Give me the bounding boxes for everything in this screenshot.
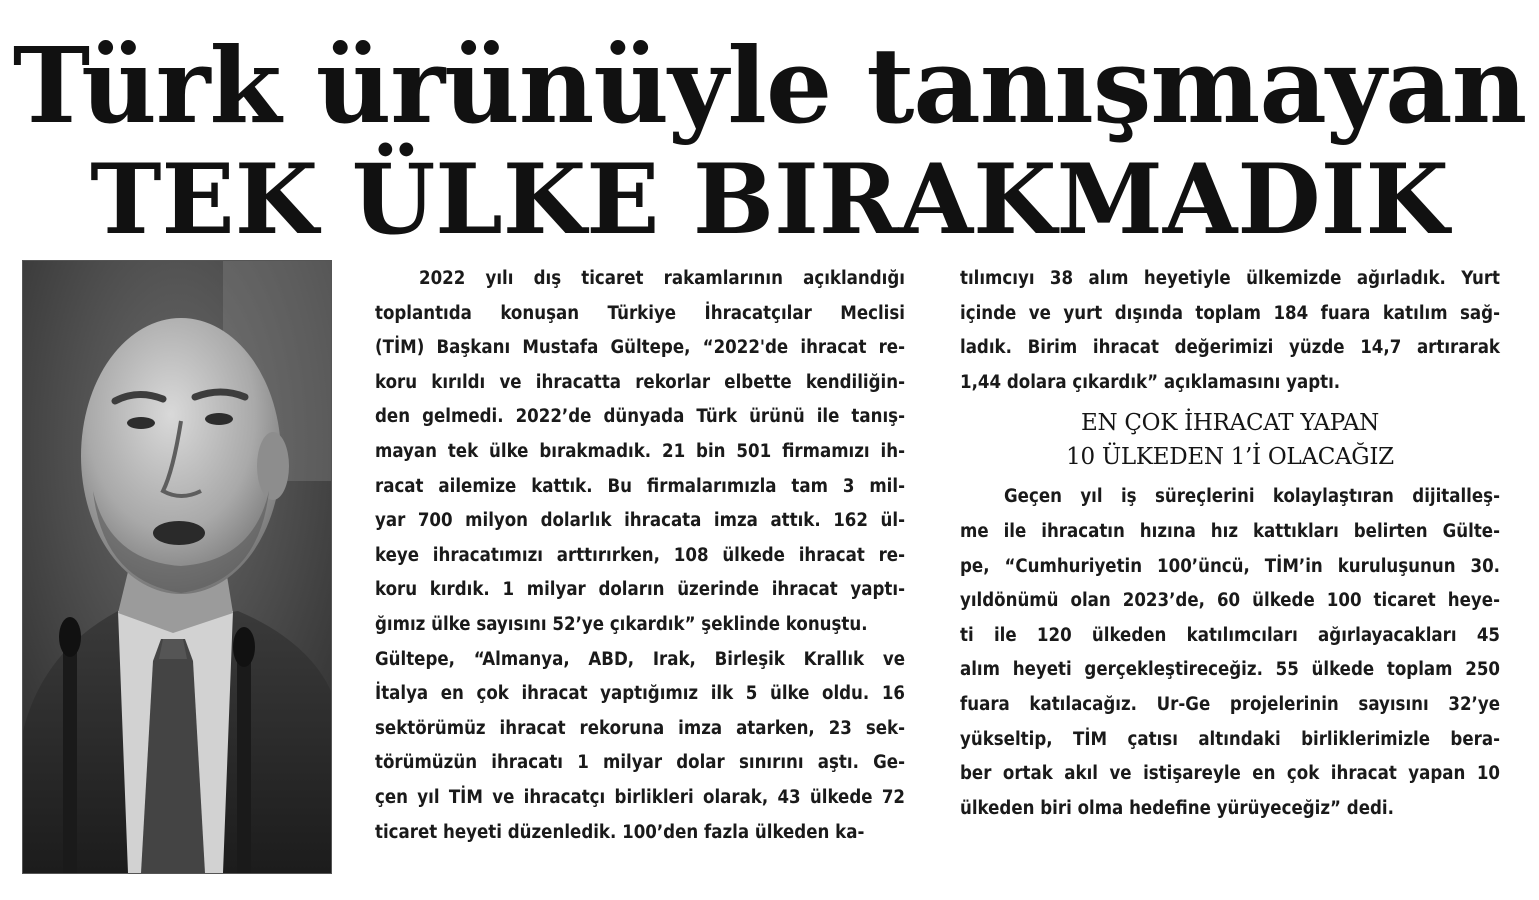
article-line: koru kırdık. 1 milyar doların üzerinde ihracat yaptı- [375,579,905,601]
article-line: içinde ve yurt dışında toplam 184 fuara katılım sağ- [960,302,1500,324]
article-line: racat ailemize kattık. Bu firmalarımızla tam 3 mil- [375,475,905,497]
article-column-1 [375,262,905,850]
article-line: ğımız ülke sayısını 52’ye çıkardık” şeklinde konuştu. [375,613,868,635]
article-line: 1,44 dolara çıkardık” açıklamasını yaptı. [960,371,1341,393]
subheading-line-1: EN ÇOK İHRACAT YAPAN [1081,410,1379,437]
article-line: Gültepe, “Almanya, ABD, Irak, Birleşik Krallık ve [375,648,905,670]
article-line: tılımcıyı 38 alım heyetiyle ülkemizde ağırladık. Yurt [960,268,1500,289]
article-column-2-bottom [960,480,1500,826]
portrait-photo-icon [23,261,331,873]
headline-line-1: Türk ürünüyle tanışmayan [12,24,1527,147]
subheading [960,406,1500,474]
article-line: koru kırıldı ve ihracatta rekorlar elbette kendiliğin- [375,371,905,393]
article-line: ülkeden biri olma hedefine yürüyeceğiz” dedi. [960,797,1394,819]
article-line: (TİM) Başkanı Mustafa Gültepe, “2022'de ihracat re- [375,337,905,359]
headline-line-2: TEK ÜLKE BIRAKMADIK [90,143,1449,256]
article-column-2 [960,262,1500,826]
article-line: ber ortak akıl ve istişareyle en çok ihracat yapan 10 [960,763,1500,785]
article-line: törümüzün ihracatı 1 milyar dolar sınırını aştı. Ge- [375,752,905,774]
article-column-2-top [960,262,1500,400]
article-line: pe, “Cumhuriyetin 100’üncü, TİM’in kuruluşunun 30. [960,555,1500,577]
article-line: 2022 yılı dış ticaret rakamlarının açıklandığı [419,268,905,289]
article-line: yar 700 milyon dolarlık ihracata imza attık. 162 ül- [375,510,905,532]
article-line: sektörümüz ihracat rekoruna imza atarken, 23 sek- [375,717,905,739]
article-line: yıldönümü olan 2023’de, 60 ülkede 100 ticaret heye- [960,590,1500,612]
subheading-line-2: 10 ÜLKEDEN 1’İ OLACAĞIZ [1066,444,1394,471]
article-line: me ile ihracatın hızına hız kattıkları belirten Gülte- [960,520,1500,542]
article-line: keye ihracatımızı arttırırken, 108 ülkede ihracat re- [375,544,905,566]
portrait-photo [22,260,332,874]
article-line: alım heyeti gerçekleştireceğiz. 55 ülkede toplam 250 [960,659,1500,681]
article-line: den gelmedi. 2022’de dünyada Türk ürünü ile tanış- [375,406,905,428]
article-line: ticaret heyeti düzenledik. 100’den fazla ülkeden ka- [375,821,865,843]
article-line: Geçen yıl iş süreçlerini kolaylaştıran dijitalleş- [1004,486,1500,508]
article-line: fuara katılacağız. Ur-Ge projelerinin sayısını 32’ye [960,693,1500,715]
article-line: İtalya en çok ihracat yaptığımız ilk 5 ülke oldu. 16 [375,683,905,705]
article-line: ti ile 120 ülkeden katılımcıları ağırlayacakları 45 [960,624,1500,646]
article-line: mayan tek ülke bırakmadık. 21 bin 501 firmamızı ih- [375,440,905,462]
article-line: yükseltip, TİM çatısı altındaki birliklerimizle bera- [960,728,1500,750]
article-line: ladık. Birim ihracat değerimizi yüzde 14,7 artırarak [960,337,1500,359]
article-line: çen yıl TİM ve ihracatçı birlikleri olarak, 43 ülkede 72 [375,786,905,808]
article-line: toplantıda konuşan Türkiye İhracatçılar Meclisi [375,302,905,324]
